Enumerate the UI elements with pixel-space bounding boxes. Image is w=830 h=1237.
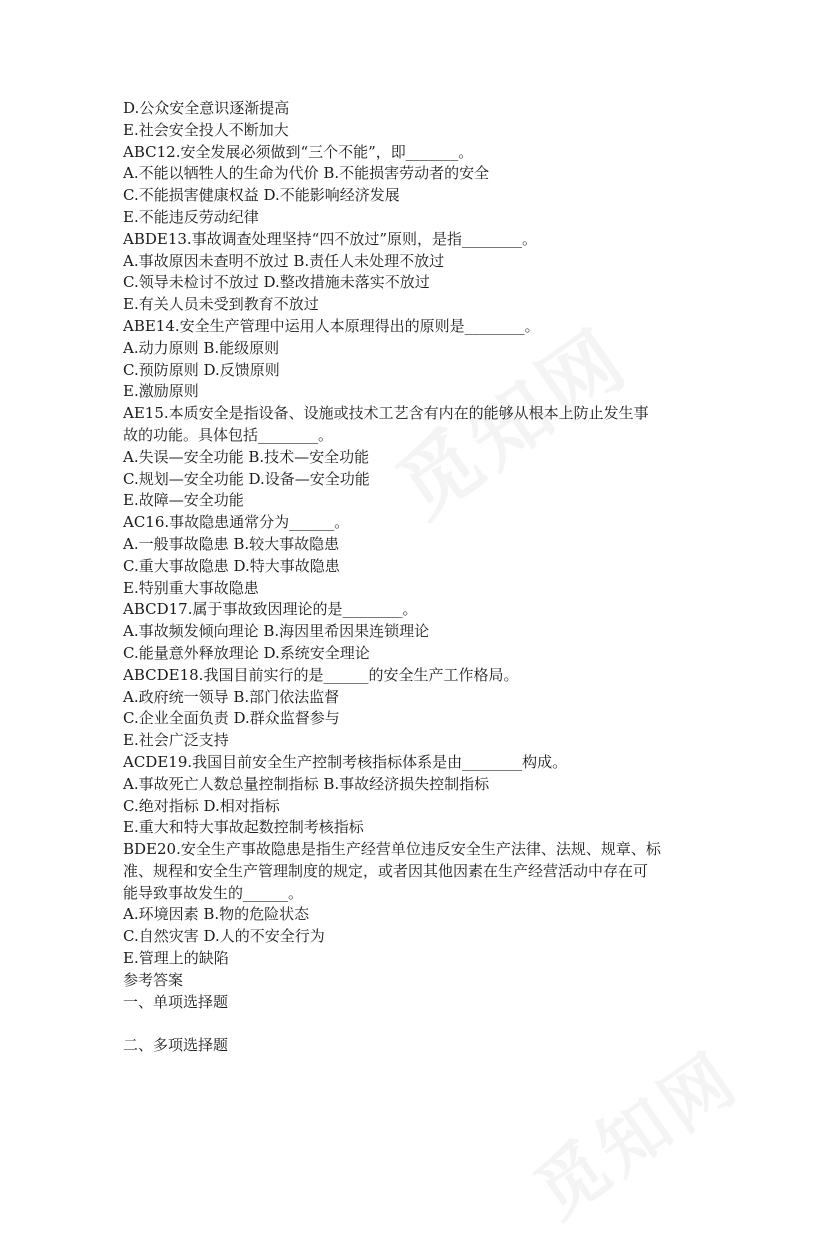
question-line: 准、规程和安全生产管理制度的规定，或者因其他因素在生产经营活动中存在可	[123, 861, 649, 880]
option-line: A.环境因素 B.物的危险状态	[123, 905, 310, 924]
section-heading: 一、单项选择题	[123, 992, 229, 1011]
question-line: ABDE13.事故调查处理坚持“四不放过”原则，是指________。	[123, 229, 538, 248]
option-line: A.事故原因未查明不放过 B.责任人未处理不放过	[123, 251, 445, 270]
option-line: E.故障—安全功能	[123, 491, 244, 510]
question-line: ABCDE18.我国目前实行的是______的安全生产工作格局。	[123, 665, 519, 684]
option-line: E.社会广泛支持	[123, 731, 229, 750]
option-line: C.预防原则 D.反馈原则	[123, 360, 280, 379]
question-line: 故的功能。具体包括________。	[123, 425, 334, 444]
option-line: E.特别重大事故隐患	[123, 578, 259, 597]
document-content	[123, 98, 723, 1057]
option-line: C.企业全面负责 D.群众监督参与	[123, 709, 340, 728]
option-line: A.事故频发倾向理论 B.海因里希因果连锁理论	[123, 622, 430, 641]
option-line: C.领导未检讨不放过 D.整改措施未落实不放过	[123, 273, 430, 292]
question-line: 能导致事故发生的______。	[123, 883, 304, 902]
blank-line	[123, 1013, 723, 1035]
option-line: E.不能违反劳动纪律	[123, 207, 259, 226]
option-line: A.动力原则 B.能级原则	[123, 338, 280, 357]
option-line: A.失误—安全功能 B.技术—安全功能	[123, 447, 370, 466]
question-line: AC16.事故隐患通常分为______。	[123, 513, 350, 532]
option-line: A.一般事故隐患 B.较大事故隐患	[123, 534, 340, 553]
question-line: ACDE19.我国目前安全生产控制考核指标体系是由________构成。	[123, 752, 568, 771]
option-line: A.政府统一领导 B.部门依法监督	[123, 687, 340, 706]
option-line: E.管理上的缺陷	[123, 949, 229, 968]
question-line: ABE14.安全生产管理中运用人本原理得出的原则是________。	[123, 316, 540, 335]
section-heading: 二、多项选择题	[123, 1036, 229, 1055]
option-line: E.重大和特大事故起数控制考核指标	[123, 818, 364, 837]
question-line: ABC12.安全发展必须做到“三个不能”，即_______。	[123, 142, 474, 161]
text-line: E.社会安全投人不断加大	[123, 120, 289, 139]
option-line: C.能量意外释放理论 D.系统安全理论	[123, 643, 370, 662]
option-line: C.重大事故隐患 D.特大事故隐患	[123, 556, 340, 575]
option-line: E.激励原则	[123, 382, 199, 401]
option-line: E.有关人员未受到教育不放过	[123, 295, 319, 314]
question-line: ABCD17.属于事故致因理论的是________。	[123, 600, 418, 619]
section-heading: 参考答案	[123, 970, 184, 989]
option-line: A.事故死亡人数总量控制指标 B.事故经济损失控制指标	[123, 774, 490, 793]
question-line: AE15.本质安全是指设备、设施或技术工艺含有内在的能够从根本上防止发生事	[123, 404, 649, 423]
option-line: A.不能以牺牲人的生命为代价 B.不能损害劳动者的安全	[123, 164, 490, 183]
question-line: BDE20.安全生产事故隐患是指生产经营单位违反安全生产法律、法规、规章、标	[123, 840, 661, 859]
option-line: C.绝对指标 D.相对指标	[123, 796, 280, 815]
text-line: D.公众安全意识逐渐提高	[123, 99, 290, 117]
option-line: C.不能损害健康权益 D.不能影响经济发展	[123, 186, 400, 205]
option-line: C.规划—安全功能 D.设备—安全功能	[123, 469, 370, 488]
option-line: C.自然灾害 D.人的不安全行为	[123, 927, 325, 946]
